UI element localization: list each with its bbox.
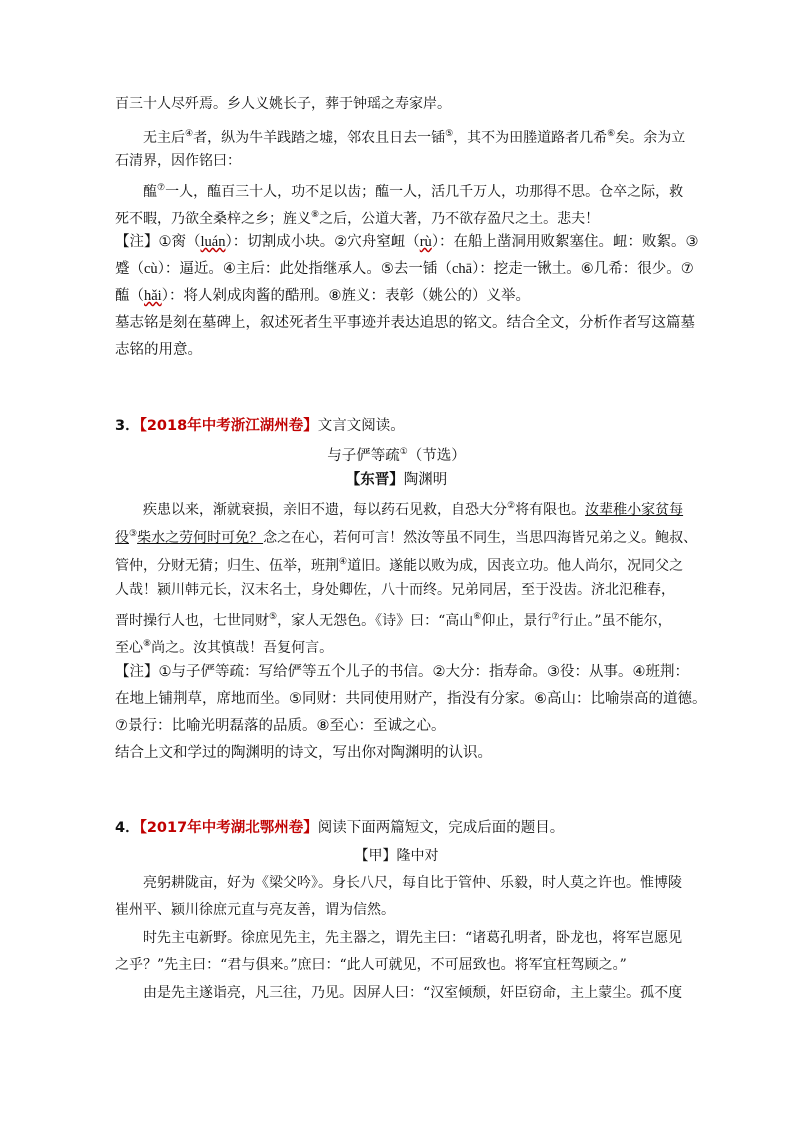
text-line: 之乎？”先主曰：“君与俱来。”庶曰：“此人可就见，不可屈致也。将军宜枉驾顾之。” — [115, 957, 627, 973]
annotation-line: 【注】①脔（luán）：切割成小块。②穴舟窒衄（rù）：在船上凿洞用败絮塞住。衄：败絮。③ — [115, 234, 699, 250]
question-line: 结合上文和学过的陶渊明的诗文，写出你对陶渊明的认识。 — [115, 745, 492, 761]
source-tag: 【2017年中考湖北鄂州卷】 — [139, 820, 318, 836]
annotation-line: 醢（hǎi）：将人剁成肉酱的酷刑。⑧旌义：表彰（姚公的）义举。 — [115, 288, 530, 304]
article-title: 与子俨等疏①（节选） — [327, 447, 466, 464]
text-line: 人哉！颍川韩元长，汉末名士，身处卿佐，八十而终。兄弟同居，至于没齿。济北氾稚春， — [115, 582, 675, 598]
text-line: 死不暇，乃欲全桑梓之乡；旌义⑧之后，公道大著，乃不欲存盈尺之土。悲夫！ — [115, 210, 600, 227]
text-line: 石清界，因作铭曰： — [115, 153, 241, 169]
annotation-line: 蹙（cù）：逼近。④主后：此处指继承人。⑤去一锸（chā）：挖走一锹土。⑥几希：很少。⑦ — [115, 261, 694, 277]
question-line: 墓志铭是刻在墓碑上，叙述死者生平事迹并表达追思的铭文。结合全文，分析作者写这篇墓 — [115, 315, 695, 331]
text-line: 时先主屯新野。徐庶见先主，先主器之，谓先主曰：“诸葛孔明者，卧龙也，将军岂愿见 — [143, 930, 683, 946]
article-subtitle: 【甲】隆中对 — [354, 848, 439, 864]
text-line: 崔州平、颍川徐庶元直与亮友善，谓为信然。 — [115, 902, 395, 918]
text-line: 亮躬耕陇亩，好为《梁父吟》。身长八尺，每自比于管仲、乐毅，时人莫之许也。惟博陵 — [143, 875, 682, 891]
text-line: 疾患以来，渐就衰损，亲旧不遗，每以药石见救，自恐大分②将有限也。汝辈稚小家贫每 — [143, 501, 684, 518]
text-line: 至心⑧尚之。汝其慎哉！吾复何言。 — [115, 639, 334, 656]
annotation-line: 【注】①与子俨等疏：写给俨等五个儿子的书信。②大分：指寿命。③役：从事。④班荆： — [115, 664, 689, 680]
text-line: 无主后④者，纵为牛羊践踏之墟，邻农且日去一锸⑤，其不为田塍道路者几希⑥矣。余为立 — [143, 129, 686, 146]
source-tag: 【2018年中考浙江湖州卷】 — [139, 418, 318, 434]
text-line: 醢⑦一人，醢百三十人，功不足以齿；醢一人，活几千万人，功那得不思。仓卒之际，救 — [143, 183, 684, 200]
article-author: 【东晋】陶渊明 — [345, 472, 448, 488]
text-line: 役③柴水之劳何时可免？念之在心，若何可言！然汝等虽不同生，当思四海皆兄弟之义。鲍叔、 — [115, 529, 698, 546]
annotation-line: ⑦景行：比喻光明磊落的品质。⑧至心：至诚之心。 — [115, 718, 446, 734]
text-line: 管仲，分财无猜；归生、伍举，班荆④道旧。遂能以败为成，因丧立功。他人尚尔，况同父之 — [115, 557, 684, 574]
text-line: 由是先主遂诣亮，凡三往，乃见。因屏人曰：“汉室倾颓，奸臣窃命，主上蒙尘。孤不度 — [143, 985, 683, 1001]
text-line: 百三十人尽歼焉。乡人义姚长子，葬于钟瑶之寿家岸。 — [115, 96, 451, 112]
question-line: 志铭的用意。 — [115, 342, 202, 358]
text-line: 晋时操行人也，七世同财⑤，家人无怨色。《诗》曰：“高山⑥仰止，景行⑦行止。”虽不能尔， — [115, 612, 672, 629]
question-header: 4．【2017年中考湖北鄂州卷】阅读下面两篇短文，完成后面的题目。 — [115, 820, 565, 836]
annotation-line: 在地上铺荆草，席地而坐。⑤同财：共同使用财产，指没有分家。⑥高山：比喻崇高的道德。 — [115, 691, 707, 707]
question-header: 3．【2018年中考浙江湖州卷】文言文阅读。 — [115, 418, 405, 434]
